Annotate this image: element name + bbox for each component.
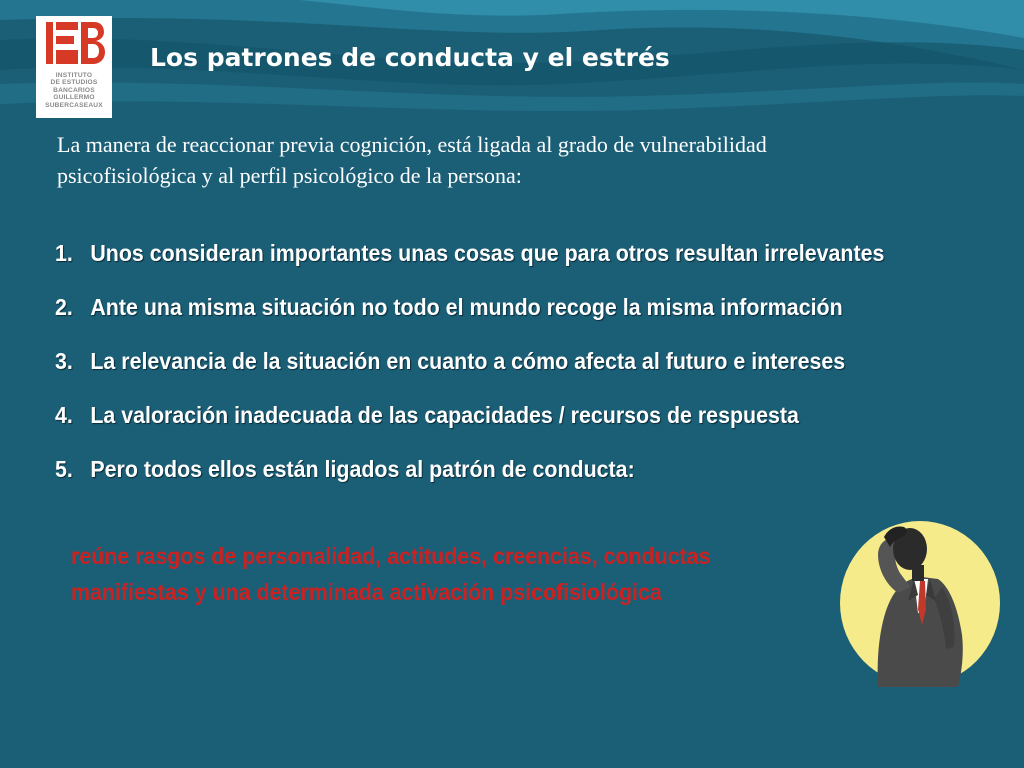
logo-line: DE ESTUDIOS — [50, 79, 98, 87]
logo-line: INSTITUTO — [55, 72, 93, 79]
stressed-businessman-icon — [838, 517, 1002, 687]
list-item — [55, 348, 884, 402]
list-number: 5. — [55, 456, 73, 482]
list-text: La relevancia de la situación en cuanto a cómo afecta al futuro e intereses — [90, 348, 846, 374]
logo-text — [36, 72, 112, 109]
list-item — [55, 240, 884, 294]
list-number: 1. — [55, 240, 73, 266]
ieb-logo — [36, 16, 112, 118]
slide-title: Los patrones de conducta y el estrés — [150, 43, 670, 72]
logo-line: GUILLERMO — [53, 94, 95, 102]
list-number: 3. — [55, 348, 73, 374]
logo-line: BANCARIOS — [53, 86, 95, 94]
highlight-text: reúne rasgos de personalidad, actitudes, creencias, conductas manifiestas y una determinada activación psicofisiológica — [71, 543, 711, 605]
ieb-logo-icon — [36, 16, 112, 72]
logo-line: SUBERCASEAUX — [45, 101, 103, 109]
list-text: Pero todos ellos están ligados al patrón de conducta: — [90, 456, 635, 482]
list-number: 4. — [55, 402, 73, 428]
list-item — [55, 294, 884, 348]
list-text: La valoración inadecuada de las capacidades / recursos de respuesta — [90, 402, 799, 428]
list-number: 2. — [55, 294, 73, 320]
list-text: Unos consideran importantes unas cosas que para otros resultan irrelevantes — [90, 240, 885, 266]
intro-paragraph: La manera de reaccionar previa cognición, está ligada al grado de vulnerabilidad psicofisiológica y al perfil psicológico de la persona: — [57, 132, 767, 188]
list-item — [55, 402, 884, 456]
list-item — [55, 456, 884, 510]
numbered-list — [55, 240, 947, 510]
list-text: Ante una misma situación no todo el mundo recoge la misma información — [90, 294, 843, 320]
